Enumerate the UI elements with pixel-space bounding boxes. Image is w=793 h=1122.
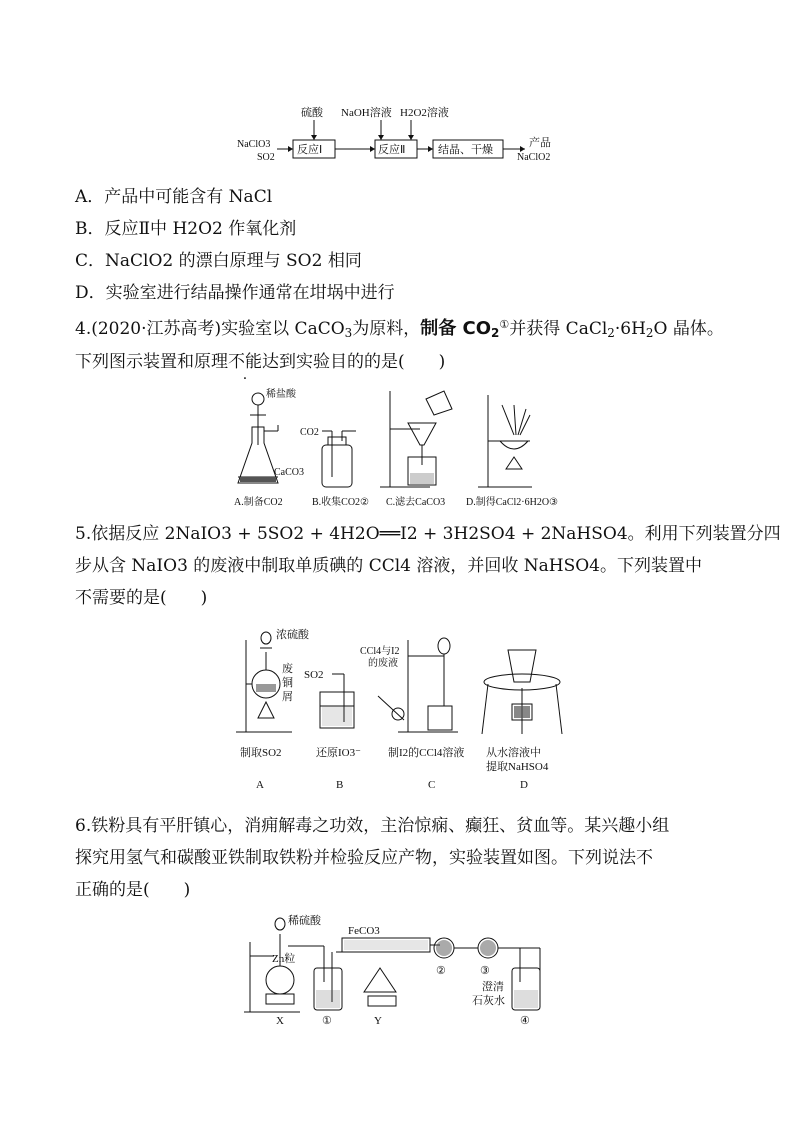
q5-caption-d2: 提取NaHSO4 — [486, 761, 549, 773]
q6-stem-line-3: 正确的是( ) — [75, 880, 191, 900]
flow-reagent-1: 硫酸 — [301, 107, 323, 119]
option-c: C．NaClO2 的漂白原理与 SO2 相同 — [75, 251, 362, 271]
q5-label-waste: 的废液 — [368, 658, 398, 669]
q6-stem-line-1: 6.铁粉具有平肝镇心，消痈解毒之功效，主治惊痫、癫狂、贫血等。某兴趣小组 — [75, 816, 670, 836]
flow-input-2: SO2 — [257, 152, 275, 163]
q6-label-limewater-2: 石灰水 — [472, 995, 505, 1007]
q5-label-copper-3: 屑 — [282, 691, 293, 703]
q4-label-co2: CO2 — [300, 427, 319, 438]
q6-label-y: Y — [374, 1015, 382, 1027]
q5-label-acid: 浓硫酸 — [276, 629, 309, 641]
q5-caption-d1: 从水溶液中 — [486, 747, 541, 759]
q4-caption-a: A.制备CO2 — [234, 497, 283, 508]
q5-caption-b: 还原IO3⁻ — [316, 747, 361, 759]
q6-label-n4: ④ — [520, 1015, 530, 1027]
option-d: D．实验室进行结晶操作通常在坩埚中进行 — [75, 283, 395, 303]
q6-label-feco3: FeCO3 — [348, 925, 380, 937]
q5-label-so2: SO2 — [304, 669, 324, 681]
q5-label-ccl4: CCl4与I2 — [360, 646, 400, 657]
process-flow-diagram — [235, 100, 565, 170]
q4-caption-c: C.滤去CaCO3 — [386, 497, 446, 508]
q4-label-acid: 稀盐酸 — [266, 389, 296, 400]
q6-label-zn: Zn粒 — [272, 953, 296, 965]
q4-apparatus-figure — [230, 385, 570, 513]
q6-apparatus-figure — [244, 912, 554, 1032]
flow-input-1: NaClO3 — [237, 139, 271, 150]
flow-box-2: 反应Ⅱ — [378, 144, 406, 156]
q4-caption-d: D.制得CaCl2·6H2O③ — [466, 497, 559, 508]
q5-apparatus-figure — [232, 622, 562, 798]
q5-letter-c: C — [428, 779, 436, 791]
q5-caption-a: 制取SO2 — [240, 747, 282, 759]
q5-letter-d: D — [520, 779, 528, 791]
q6-label-n2: ② — [436, 965, 446, 977]
q5-letter-a: A — [256, 779, 264, 791]
q5-label-copper-2: 铜 — [282, 677, 293, 689]
q6-label-x: X — [276, 1015, 284, 1027]
q5-stem-line-1: 5.依据反应 2NaIO3 + 5SO2 + 4H2O══I2 + 3H2SO4 + 2NaHSO4。利用下列装置分四 — [75, 524, 781, 544]
q5-label-copper-1: 废 — [282, 663, 293, 675]
q5-stem-line-3: 不需要的是( ) — [75, 588, 208, 608]
q4-label-caco3: CaCO3 — [274, 467, 304, 478]
option-b: B．反应Ⅱ中 H2O2 作氧化剂 — [75, 219, 297, 239]
flow-reagent-2: NaOH溶液 — [341, 107, 392, 119]
q5-letter-b: B — [336, 779, 344, 791]
flow-product-label: 产品 — [529, 137, 551, 149]
q6-label-n1: ① — [322, 1015, 332, 1027]
q5-stem-line-2: 步从含 NaIO3 的废液中制取单质碘的 CCl4 溶液，并回收 NaHSO4。下列装置中 — [75, 556, 702, 576]
q6-stem-line-2: 探究用氢气和碳酸亚铁制取铁粉并检验反应产物，实验装置如图。下列说法不 — [75, 848, 653, 868]
q6-label-n3: ③ — [480, 965, 490, 977]
q4-caption-b: B.收集CO2② — [312, 497, 370, 508]
flow-reagent-3: H2O2溶液 — [400, 107, 449, 119]
q4-stem-line-1: 4.(2020·江苏高考)实验室以 CaCO$_3$为原料，制备 $CO_2^①$并获得 $CaCl_2\cdot 6H_2O$ 晶体。 — [75, 317, 724, 340]
q6-label-limewater-1: 澄清 — [482, 981, 504, 993]
flow-box-3: 结晶、干燥 — [438, 144, 493, 156]
q4-stem-line-2: 下列图示装置和原理不能达到实验目的的是( ) — [75, 352, 446, 372]
flow-box-1: 反应Ⅰ — [297, 144, 323, 156]
q5-caption-c: 制I2的CCl4溶液 — [388, 747, 465, 759]
flow-product: NaClO2 — [517, 152, 551, 163]
q6-label-acid: 稀硫酸 — [288, 915, 321, 927]
option-a: A．产品中可能含有 NaCl — [75, 187, 273, 207]
